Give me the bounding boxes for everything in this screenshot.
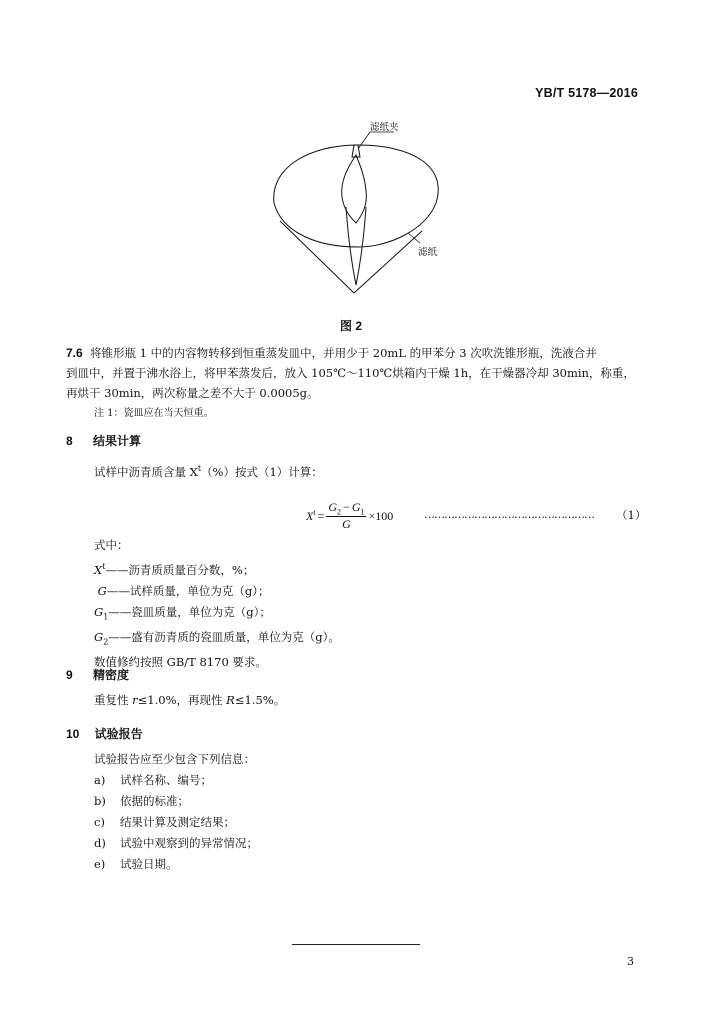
section-10-heading bbox=[66, 723, 143, 742]
definitions-list bbox=[94, 556, 340, 673]
formula-eq: = bbox=[317, 508, 325, 523]
paper-rim bbox=[274, 145, 439, 247]
label-filter-paper: 滤纸 bbox=[418, 247, 438, 258]
section-8-intro bbox=[94, 458, 323, 483]
formula-times: ×100 bbox=[368, 508, 394, 523]
section-number-8: 8 bbox=[66, 434, 73, 448]
section-7-6-line1: 将锥形瓶 1 中的内容物转移到恒重蒸发皿中，并用少于 20mL 的甲苯分 3 次吹洗锥形瓶，洗液合并 bbox=[90, 346, 597, 360]
section-number-9: 9 bbox=[66, 668, 73, 682]
report-items bbox=[94, 770, 258, 875]
section-number-7-6: 7.6 bbox=[66, 346, 83, 360]
intro-text-b: （%）按式（1）计算： bbox=[201, 464, 323, 479]
formula-denominator: G bbox=[342, 517, 351, 532]
formula-fraction bbox=[326, 500, 366, 532]
formula-lhs: X bbox=[306, 508, 314, 523]
section-7-6-line3: 再烘干 30min，两次称量之差不大于 0.0005g。 bbox=[66, 386, 319, 400]
def-g1: $G_1——$瓷皿质量，单位为克（g）； bbox=[94, 604, 271, 622]
num-g2: G bbox=[328, 500, 338, 514]
leader-clip bbox=[358, 132, 370, 149]
def-g2: $G_2——$盛有沥青质的瓷皿质量，单位为克（g）。 bbox=[94, 630, 340, 647]
intro-sup: t bbox=[197, 464, 202, 473]
cone-right-edge bbox=[354, 231, 422, 293]
formula-number: （1） bbox=[616, 508, 647, 522]
list-item: b) 依据的标准； bbox=[94, 794, 189, 808]
def-g: G——试样质量，单位为克（g）； bbox=[97, 583, 270, 598]
num-g2-sub: 2 bbox=[337, 507, 342, 517]
list-item: e) 试验日期。 bbox=[94, 857, 178, 871]
figure-caption: 图 2 bbox=[340, 319, 363, 333]
note-1: 注 1：瓷皿应在当天恒重。 bbox=[94, 408, 214, 419]
section-7-6-line2: 到皿中，并置于沸水浴上，将甲苯蒸发后，放入 105℃～110℃烘箱内干燥 1h，在干燥器冷却 30min，称重， bbox=[66, 366, 635, 380]
cone-left-edge bbox=[280, 221, 354, 293]
list-item: a) 试样名称、编号； bbox=[94, 773, 212, 787]
formula-leader-dots: …………………………………………… bbox=[424, 508, 594, 521]
section-number-10: 10 bbox=[66, 727, 80, 741]
def-xt: $X^t——$沥青质质量百分数，%； bbox=[94, 562, 255, 577]
list-item: c) 结果计算及测定结果； bbox=[94, 815, 235, 829]
standard-code: YB/T 5178—2016 bbox=[535, 86, 638, 100]
report-intro: 试验报告应至少包含下列信息： bbox=[94, 752, 255, 766]
end-rule bbox=[292, 944, 420, 945]
where-label: 式中： bbox=[94, 538, 129, 552]
formula-numerator bbox=[326, 500, 366, 517]
formula-lhs-sup: t bbox=[313, 507, 316, 517]
fold-outer bbox=[342, 155, 367, 223]
rounding-rule: 数值修约按照 GB/T 8170 要求。 bbox=[94, 655, 267, 670]
section-title-9: 精密度 bbox=[93, 668, 130, 682]
section-9-heading bbox=[66, 664, 129, 683]
precision-text: 重复性 r≤1.0%，再现性 R≤1.5%。 bbox=[94, 693, 286, 707]
page-number: 3 bbox=[627, 955, 634, 968]
label-filter-clip: 滤纸夹 bbox=[370, 122, 399, 133]
intro-text-a: 试样中沥青质含量 X bbox=[94, 464, 198, 479]
filter-paper-figure bbox=[270, 115, 450, 300]
section-title-8: 结果计算 bbox=[93, 434, 142, 448]
list-item: d) 试验中观察到的异常情况； bbox=[94, 836, 258, 850]
num-g1-sub: 1 bbox=[360, 507, 365, 517]
section-7-6 bbox=[66, 343, 646, 403]
fold-lower bbox=[346, 207, 366, 285]
num-minus: − bbox=[343, 500, 350, 514]
section-8-heading bbox=[66, 430, 141, 449]
section-title-10: 试验报告 bbox=[94, 727, 143, 741]
num-g1: G bbox=[351, 500, 361, 514]
formula-1 bbox=[306, 500, 393, 532]
